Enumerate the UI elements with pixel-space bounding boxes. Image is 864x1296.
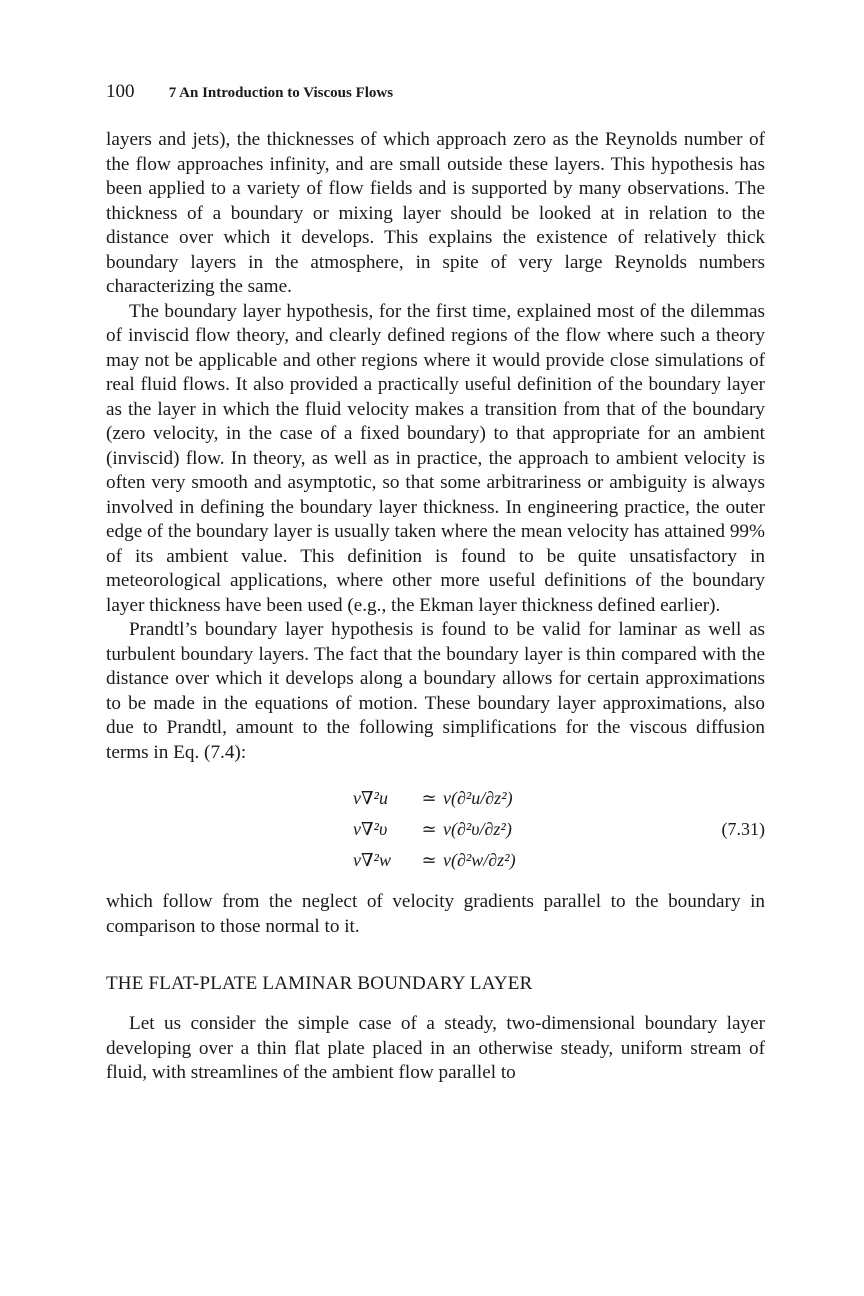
text-block-after-equation xyxy=(106,890,765,939)
equation-row-v xyxy=(353,817,512,841)
equation-operator: ≃ xyxy=(421,819,437,839)
text-block-lower xyxy=(106,1012,765,1086)
equation-number: (7.31) xyxy=(721,819,765,839)
paragraph-boundary-layer-hypothesis: The boundary layer hypothesis, for the first time, explained most of the dilemmas of inviscid flow theory, and clearly defined regions of the flow where such a theory may not be applicable and other regions where it would provide close simulations of real fluid flows. It also provided a practically useful definition of the boundary layer as the layer in which the fluid velocity makes a transition from that of the boundary (zero velocity, in the case of a fixed boundary) to that appropriate for an ambient (inviscid) flow. In theory, as well as in practice, the approach to ambient velocity is often very smooth and asymptotic, so that some arbitrariness or ambiguity is always involved in defining the boundary layer thickness. In engineering practice, the outer edge of the boundary layer is usually taken where the mean velocity has attained 99% of its ambient value. This definition is found to be quite unsatisfactory in meteorological applications, where other more useful definitions of the boundary layer thickness have been used (e.g., the Ekman layer thickness defined earlier). xyxy=(106,300,765,616)
equation-lhs: ν∇²u xyxy=(353,788,388,808)
section-heading: THE FLAT-PLATE LAMINAR BOUNDARY LAYER xyxy=(106,973,533,994)
equation-rhs: ν(∂²u/∂z²) xyxy=(443,788,513,808)
equation-row-w xyxy=(353,848,516,872)
running-head xyxy=(106,80,766,105)
page-number: 100 xyxy=(106,81,135,102)
equation-block xyxy=(106,784,765,874)
paragraph-prandtl-hypothesis: Prandtl’s boundary layer hypothesis is found to be valid for laminar as well as turbulent boundary layers. The fact that the boundary layer is thin compared with the distance over which it develops along a boundary allows for certain approximations to be made in the equations of motion. These boundary layer approximations, also due to Prandtl, amount to the following simplifications for the viscous diffusion terms in Eq. (7.4): xyxy=(106,619,765,763)
equation-rhs: ν(∂²w/∂z²) xyxy=(443,850,516,870)
paragraph-equation-explanation: which follow from the neglect of velocity gradients parallel to the boundary in comparison to those normal to it. xyxy=(106,891,765,937)
equation-operator: ≃ xyxy=(421,788,437,808)
paragraph-continuation: layers and jets), the thicknesses of which approach zero as the Reynolds number of the flow approaches infinity, and are small outside these layers. This hypothesis has been applied to a variety of flow fields and is supported by many observations. The thickness of a boundary or mixing layer should be looked at in relation to the distance over which it develops. This explains the existence of relatively thick boundary layers in the atmosphere, in spite of very large Reynolds numbers characterizing the same. xyxy=(106,129,765,297)
equation-rhs: ν(∂²υ/∂z²) xyxy=(443,819,512,839)
equation-row-u xyxy=(353,786,513,810)
paragraph-flat-plate: Let us consider the simple case of a steady, two-dimensional boundary layer developing over a thin flat plate placed in an otherwise steady, uniform stream of fluid, with streamlines of the ambient flow parallel to xyxy=(106,1013,765,1083)
chapter-title: 7 An Introduction to Viscous Flows xyxy=(168,85,394,101)
equation-operator: ≃ xyxy=(421,850,437,870)
equation-lhs: ν∇²υ xyxy=(353,819,388,839)
text-block-upper xyxy=(106,128,765,765)
equation-lhs: ν∇²w xyxy=(353,850,391,870)
